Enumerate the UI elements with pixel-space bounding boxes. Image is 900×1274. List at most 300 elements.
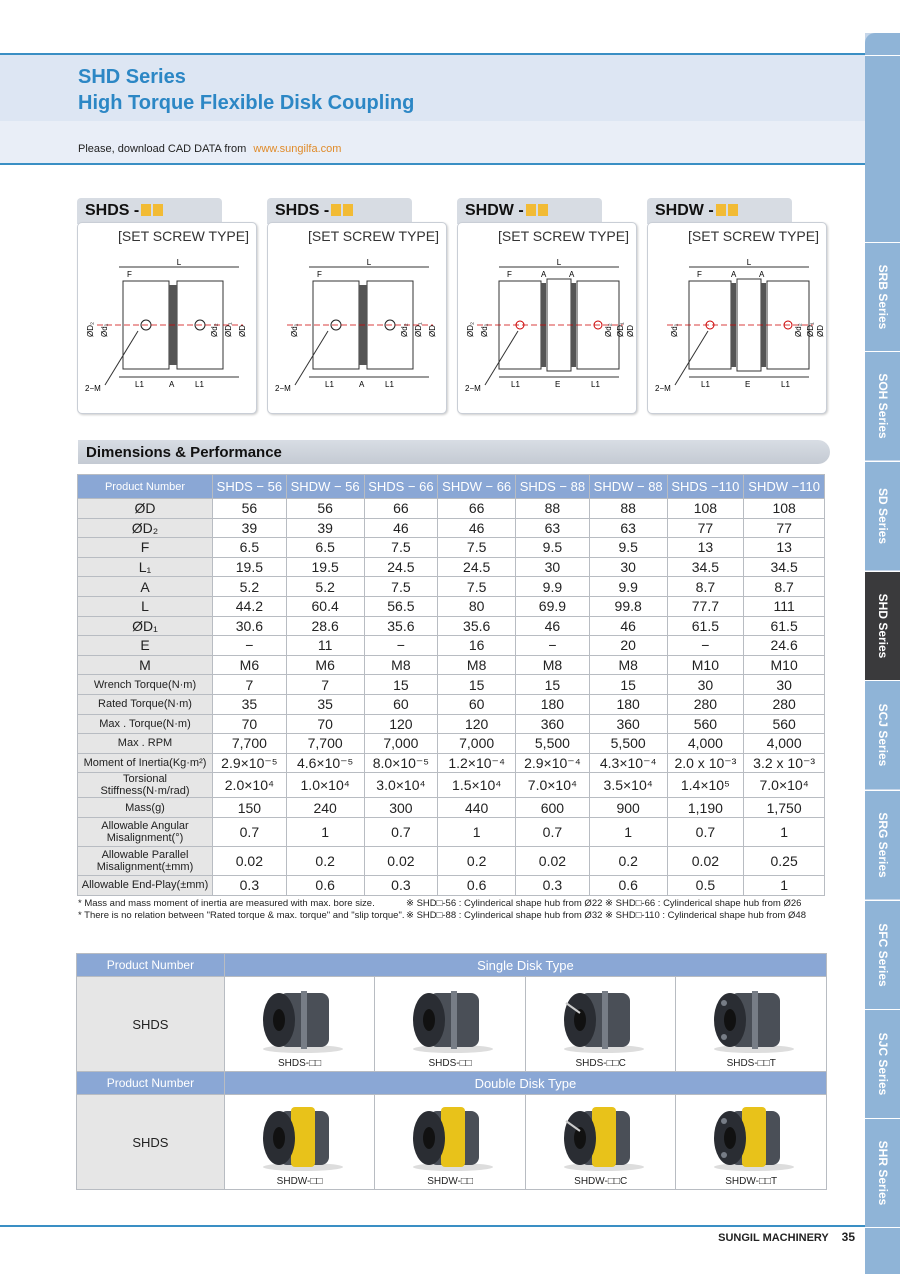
spec-row bbox=[78, 753, 825, 773]
spec-cell: − bbox=[364, 636, 438, 656]
spec-cell: 30 bbox=[667, 675, 744, 695]
spec-cell: 560 bbox=[667, 714, 744, 734]
spec-cell: 77 bbox=[667, 518, 744, 538]
label-D: ØD bbox=[238, 325, 247, 337]
spec-row-label: Max . RPM bbox=[78, 734, 213, 754]
card-tag bbox=[457, 198, 602, 224]
performance-heading bbox=[78, 440, 830, 464]
label-L1: L1 bbox=[701, 380, 710, 389]
spec-cell: 88 bbox=[589, 499, 667, 519]
label-d1: Ød₁ bbox=[670, 323, 679, 337]
label-L1: L1 bbox=[385, 380, 394, 389]
performance-title: Dimensions & Performance bbox=[86, 444, 282, 461]
drawing-card bbox=[77, 198, 257, 413]
disk-band bbox=[752, 991, 758, 1049]
bolt bbox=[721, 1152, 727, 1158]
product-code: SHDS-□□C bbox=[575, 1058, 626, 1069]
spec-cell: 39 bbox=[286, 518, 364, 538]
spec-cell: 1 bbox=[744, 817, 825, 846]
spec-cell: 61.5 bbox=[667, 616, 744, 636]
card-type: [SET SCREW TYPE] bbox=[498, 228, 629, 244]
spec-cell: 180 bbox=[516, 694, 590, 714]
label-L1: L1 bbox=[781, 380, 790, 389]
spec-cell: 20 bbox=[589, 636, 667, 656]
spec-cell: 60 bbox=[438, 694, 516, 714]
product-title: High Torque Flexible Disk Coupling bbox=[78, 92, 415, 114]
spec-row-label: ØD₂ bbox=[78, 518, 213, 538]
spec-row bbox=[78, 596, 825, 616]
spec-cell: 600 bbox=[516, 798, 590, 818]
hub-bore bbox=[724, 1009, 736, 1031]
label-D2: ØD₂ bbox=[466, 321, 475, 337]
card-model-text: SHDW - bbox=[655, 202, 714, 219]
spec-cell: 0.3 bbox=[213, 875, 287, 895]
spec-cell: 150 bbox=[213, 798, 287, 818]
label-M: 2−M bbox=[85, 384, 101, 393]
cad-download-note bbox=[78, 143, 341, 155]
coupling-photo bbox=[395, 983, 505, 1055]
label-M: 2−M bbox=[275, 384, 291, 393]
spec-cell: 7,700 bbox=[213, 734, 287, 754]
product-code: SHDW-□□T bbox=[725, 1176, 778, 1187]
spec-cell: − bbox=[667, 636, 744, 656]
spec-row-label: Allowable Parallel Misalignment(±mm) bbox=[78, 846, 213, 875]
double-code: SHDS bbox=[77, 1095, 225, 1190]
spec-row-label: L₁ bbox=[78, 557, 213, 577]
card-model bbox=[465, 202, 548, 220]
spec-cell: 77 bbox=[744, 518, 825, 538]
spec-cell: 46 bbox=[516, 616, 590, 636]
spec-cell: − bbox=[213, 636, 287, 656]
spec-cell: 11 bbox=[286, 636, 364, 656]
spec-row-label: Allowable Angular Misalignment(°) bbox=[78, 817, 213, 846]
double-disk-product bbox=[525, 1095, 676, 1190]
spec-cell: 7,700 bbox=[286, 734, 364, 754]
spec-cell: 8.0×10⁻⁵ bbox=[364, 753, 438, 773]
spec-cell: 5.2 bbox=[286, 577, 364, 597]
product-code: SHDW-□□C bbox=[574, 1176, 628, 1187]
disk-band bbox=[301, 991, 307, 1049]
label-M: 2−M bbox=[465, 384, 481, 393]
cad-text: Please, download CAD DATA from bbox=[78, 143, 247, 155]
label-A: A bbox=[569, 270, 575, 279]
spec-cell: 240 bbox=[286, 798, 364, 818]
size-placeholder-box bbox=[141, 204, 151, 216]
spec-cell: 280 bbox=[744, 694, 825, 714]
spec-header-model: SHDW −110 bbox=[744, 475, 825, 499]
card-model-text: SHDW - bbox=[465, 202, 524, 219]
coupling-photo bbox=[696, 1101, 806, 1173]
label-D1: ØD₁ bbox=[224, 322, 233, 337]
spec-cell: 35.6 bbox=[438, 616, 516, 636]
label-d2: Ød₂ bbox=[210, 323, 219, 337]
coupling-photo bbox=[245, 983, 355, 1055]
spec-cell: 60 bbox=[364, 694, 438, 714]
spec-row-label: F bbox=[78, 538, 213, 558]
sidebar-tab-sjc-series[interactable] bbox=[865, 1009, 900, 1118]
spec-cell: 61.5 bbox=[744, 616, 825, 636]
card-tag bbox=[77, 198, 222, 224]
spec-cell: 0.7 bbox=[667, 817, 744, 846]
spec-header-model: SHDW − 88 bbox=[589, 475, 667, 499]
spec-cell: 19.5 bbox=[286, 557, 364, 577]
label-L1: L1 bbox=[325, 380, 334, 389]
sidebar-tab-shr-series[interactable] bbox=[865, 1118, 900, 1227]
note-line: * Mass and mass moment of inertia are measured with max. bore size. bbox=[78, 898, 375, 909]
product-code: SHDS-□□T bbox=[726, 1058, 776, 1069]
spec-cell: 2.0 x 10⁻³ bbox=[667, 753, 744, 773]
double-disk-title: Double Disk Type bbox=[224, 1072, 826, 1095]
spec-cell: 1 bbox=[438, 817, 516, 846]
size-placeholder-box bbox=[716, 204, 726, 216]
sidebar-tab-srb-series[interactable] bbox=[865, 242, 900, 351]
spec-row bbox=[78, 616, 825, 636]
spec-cell: 1.2×10⁻⁴ bbox=[438, 753, 516, 773]
product-image-table bbox=[76, 953, 827, 1190]
spec-cell: 6.5 bbox=[286, 538, 364, 558]
disk-band bbox=[602, 991, 608, 1049]
coupling-photo bbox=[696, 983, 806, 1055]
notes-left bbox=[78, 898, 404, 922]
spec-cell: 70 bbox=[213, 714, 287, 734]
spec-cell: 0.02 bbox=[364, 846, 438, 875]
footer-rule bbox=[0, 1225, 865, 1227]
spec-cell: 8.7 bbox=[667, 577, 744, 597]
card-type: [SET SCREW TYPE] bbox=[308, 228, 439, 244]
sidebar-tab-label: SOH Series bbox=[875, 373, 890, 439]
spec-table bbox=[77, 474, 825, 896]
size-placeholder-box bbox=[728, 204, 738, 216]
bolt bbox=[721, 1034, 727, 1040]
spec-cell: 44.2 bbox=[213, 596, 287, 616]
spec-cell: 111 bbox=[744, 596, 825, 616]
spec-header-model: SHDW − 56 bbox=[286, 475, 364, 499]
spec-cell: 6.5 bbox=[213, 538, 287, 558]
spec-cell: 0.3 bbox=[516, 875, 590, 895]
spec-cell: 7.5 bbox=[364, 577, 438, 597]
spec-cell: 35 bbox=[286, 694, 364, 714]
drawing-card bbox=[267, 198, 447, 413]
spec-cell: 7.5 bbox=[438, 577, 516, 597]
bolt bbox=[721, 1118, 727, 1124]
spec-cell: 560 bbox=[744, 714, 825, 734]
label-L1: L1 bbox=[591, 380, 600, 389]
spec-header-model: SHDS −110 bbox=[667, 475, 744, 499]
sidebar-tab-label: SCJ Series bbox=[875, 703, 890, 767]
spec-cell: 7,000 bbox=[438, 734, 516, 754]
label-d2: Ød₂ bbox=[794, 323, 803, 337]
label-D: ØD bbox=[428, 325, 437, 337]
label-L1: L1 bbox=[195, 380, 204, 389]
spec-cell: 2.9×10⁻⁴ bbox=[516, 753, 590, 773]
label-d1: Ød₁ bbox=[290, 323, 299, 337]
spec-cell: 24.5 bbox=[438, 557, 516, 577]
spec-cell: M6 bbox=[286, 655, 364, 675]
sidebar-tab-scj-series[interactable] bbox=[865, 680, 900, 789]
spec-cell: 0.6 bbox=[438, 875, 516, 895]
spec-cell: 13 bbox=[744, 538, 825, 558]
single-header-label: Product Number bbox=[77, 954, 225, 977]
spec-row bbox=[78, 694, 825, 714]
spec-row bbox=[78, 875, 825, 895]
spec-cell: 9.9 bbox=[589, 577, 667, 597]
company-name: SUNGIL MACHINERY bbox=[718, 1232, 829, 1244]
spec-row-label: Rated Torque(N·m) bbox=[78, 694, 213, 714]
spec-cell: 120 bbox=[438, 714, 516, 734]
label-L: L bbox=[366, 258, 372, 267]
label-A: A bbox=[541, 270, 547, 279]
hub-bore bbox=[423, 1009, 435, 1031]
double-disk-product bbox=[375, 1095, 526, 1190]
spec-cell: 1 bbox=[589, 817, 667, 846]
sidebar-tab-soh-series[interactable] bbox=[865, 351, 900, 460]
spec-cell: 88 bbox=[516, 499, 590, 519]
spec-cell: 99.8 bbox=[589, 596, 667, 616]
spec-cell: 63 bbox=[516, 518, 590, 538]
label-d1: Ød₁ bbox=[100, 323, 109, 337]
double-disk-product bbox=[676, 1095, 827, 1190]
spec-cell: 4,000 bbox=[744, 734, 825, 754]
spec-cell: 39 bbox=[213, 518, 287, 538]
card-model-text: SHDS - bbox=[275, 202, 330, 219]
size-placeholder-box bbox=[343, 204, 353, 216]
spec-cell: 440 bbox=[438, 798, 516, 818]
spec-cell: 0.3 bbox=[364, 875, 438, 895]
spec-cell: 300 bbox=[364, 798, 438, 818]
spec-cell: 30.6 bbox=[213, 616, 287, 636]
spec-cell: 77.7 bbox=[667, 596, 744, 616]
spec-cell: 0.2 bbox=[286, 846, 364, 875]
spec-cell: 1.4×10⁵ bbox=[667, 773, 744, 798]
spec-header-model: SHDS − 66 bbox=[364, 475, 438, 499]
spec-row bbox=[78, 846, 825, 875]
spec-header-model: SHDW − 66 bbox=[438, 475, 516, 499]
label-F: F bbox=[127, 270, 132, 279]
label-L: L bbox=[176, 258, 182, 267]
label-F: F bbox=[697, 270, 702, 279]
spec-cell: 7.0×10⁴ bbox=[744, 773, 825, 798]
spec-cell: 900 bbox=[589, 798, 667, 818]
card-type: [SET SCREW TYPE] bbox=[688, 228, 819, 244]
label-d2: Ød₂ bbox=[604, 323, 613, 337]
spec-cell: M8 bbox=[364, 655, 438, 675]
size-placeholder-box bbox=[331, 204, 341, 216]
spec-row bbox=[78, 773, 825, 798]
spec-row bbox=[78, 714, 825, 734]
spec-cell: 35.6 bbox=[364, 616, 438, 636]
page-number: 35 bbox=[841, 1230, 855, 1244]
hub-bore bbox=[273, 1127, 285, 1149]
product-code: SHDW-□□ bbox=[276, 1176, 323, 1187]
note-line: * There is no relation between "Rated torque & max. torque" and "slip torque". bbox=[78, 910, 405, 921]
spec-cell: 46 bbox=[364, 518, 438, 538]
sidebar-tab-shd-series[interactable] bbox=[865, 571, 900, 680]
spec-cell: 0.7 bbox=[213, 817, 287, 846]
spec-cell: 0.2 bbox=[589, 846, 667, 875]
spec-cell: 108 bbox=[667, 499, 744, 519]
sidebar-tab-label: SJC Series bbox=[875, 1032, 890, 1096]
spec-cell: 9.9 bbox=[516, 577, 590, 597]
spec-row-label: Allowable End-Play(±mm) bbox=[78, 875, 213, 895]
spec-cell: 66 bbox=[438, 499, 516, 519]
sidebar-tab-label: SD Series bbox=[875, 487, 890, 545]
sidebar-tab-sfc-series[interactable] bbox=[865, 900, 900, 1009]
spec-cell: 7.5 bbox=[438, 538, 516, 558]
label-A: A bbox=[169, 380, 175, 389]
spec-cell: 1.5×10⁴ bbox=[438, 773, 516, 798]
spec-cell: 16 bbox=[438, 636, 516, 656]
label-F: F bbox=[317, 270, 322, 279]
product-code: SHDS-□□ bbox=[277, 1058, 322, 1069]
spec-row bbox=[78, 538, 825, 558]
label-D1: ØD₁ bbox=[414, 322, 423, 337]
spec-row bbox=[78, 557, 825, 577]
spec-cell: 4,000 bbox=[667, 734, 744, 754]
double-header-label: Product Number bbox=[77, 1072, 225, 1095]
label-A: A bbox=[731, 270, 737, 279]
label-L1: L1 bbox=[135, 380, 144, 389]
spec-cell: 5.2 bbox=[213, 577, 287, 597]
label-d2: Ød₂ bbox=[400, 323, 409, 337]
spec-cell: 9.5 bbox=[516, 538, 590, 558]
cad-link[interactable]: www.sungilfa.com bbox=[253, 143, 342, 155]
card-tag bbox=[267, 198, 412, 224]
spec-cell: 70 bbox=[286, 714, 364, 734]
spec-cell: 3.0×10⁴ bbox=[364, 773, 438, 798]
spec-cell: 1,750 bbox=[744, 798, 825, 818]
single-code: SHDS bbox=[77, 977, 225, 1072]
footer bbox=[718, 1230, 855, 1244]
spec-cell: 34.5 bbox=[667, 557, 744, 577]
sidebar-tab-sd-series[interactable] bbox=[865, 461, 900, 570]
spec-row bbox=[78, 636, 825, 656]
hub-bore bbox=[724, 1127, 736, 1149]
label-d1: Ød₁ bbox=[480, 323, 489, 337]
coupling-drawing bbox=[463, 253, 635, 393]
spec-cell: 80 bbox=[438, 596, 516, 616]
spec-cell: 19.5 bbox=[213, 557, 287, 577]
spec-cell: 0.6 bbox=[286, 875, 364, 895]
spec-cell: 360 bbox=[516, 714, 590, 734]
spec-cell: 3.2 x 10⁻³ bbox=[744, 753, 825, 773]
sidebar-tab-blank bbox=[865, 55, 900, 243]
coupling-drawing bbox=[273, 253, 439, 393]
spec-cell: 1.0×10⁴ bbox=[286, 773, 364, 798]
spec-row bbox=[78, 499, 825, 519]
spec-cell: 1 bbox=[286, 817, 364, 846]
spec-cell: 7 bbox=[286, 675, 364, 695]
spec-cell: 28.6 bbox=[286, 616, 364, 636]
spec-row bbox=[78, 734, 825, 754]
spec-cell: 56.5 bbox=[364, 596, 438, 616]
card-model bbox=[655, 202, 738, 220]
spec-cell: 34.5 bbox=[744, 557, 825, 577]
label-A: A bbox=[359, 380, 365, 389]
single-disk-product bbox=[525, 977, 676, 1072]
note-line: ※ SHD□-56 : Cylinderical shape hub from Ø22 ※ SHD□-66 : Cylinderical shape hub from Ø26 bbox=[406, 898, 802, 909]
product-code: SHDW-□□ bbox=[427, 1176, 473, 1187]
spec-cell: 5,500 bbox=[516, 734, 590, 754]
spec-cell: 46 bbox=[438, 518, 516, 538]
spec-cell: 360 bbox=[589, 714, 667, 734]
spec-cell: 35 bbox=[213, 694, 287, 714]
spec-cell: 0.2 bbox=[438, 846, 516, 875]
spec-cell: 0.02 bbox=[213, 846, 287, 875]
spec-cell: 15 bbox=[589, 675, 667, 695]
card-tag bbox=[647, 198, 792, 224]
spec-cell: M10 bbox=[744, 655, 825, 675]
spec-row-label: Torsional Stiffness(N·m/rad) bbox=[78, 773, 213, 798]
hub-bore bbox=[423, 1127, 435, 1149]
card-model bbox=[85, 202, 163, 220]
spec-header-model: SHDS − 56 bbox=[213, 475, 287, 499]
label-D1: ØD₁ bbox=[806, 322, 815, 337]
spec-cell: 60.4 bbox=[286, 596, 364, 616]
spec-cell: 63 bbox=[589, 518, 667, 538]
spec-cell: 30 bbox=[589, 557, 667, 577]
spec-cell: 7.5 bbox=[364, 538, 438, 558]
spec-cell: 180 bbox=[589, 694, 667, 714]
product-code: SHDS-□□ bbox=[428, 1058, 472, 1069]
sidebar-tab-label: SRG Series bbox=[875, 812, 890, 878]
single-disk-title: Single Disk Type bbox=[224, 954, 826, 977]
spec-cell: 15 bbox=[438, 675, 516, 695]
spec-cell: 9.5 bbox=[589, 538, 667, 558]
sidebar-tab-label: SRB Series bbox=[875, 264, 890, 330]
spec-cell: 0.02 bbox=[667, 846, 744, 875]
spec-cell: 69.9 bbox=[516, 596, 590, 616]
spec-cell: 4.6×10⁻⁵ bbox=[286, 753, 364, 773]
spec-cell: 30 bbox=[744, 675, 825, 695]
spec-header-model: SHDS − 88 bbox=[516, 475, 590, 499]
spec-cell: 46 bbox=[589, 616, 667, 636]
spec-cell: 66 bbox=[364, 499, 438, 519]
label-D2: ØD₂ bbox=[86, 321, 95, 337]
sidebar-tab-srg-series[interactable] bbox=[865, 790, 900, 899]
spec-cell: M6 bbox=[213, 655, 287, 675]
spec-row-label: M bbox=[78, 655, 213, 675]
single-disk-product bbox=[375, 977, 526, 1072]
sidebar-tab-label: SFC Series bbox=[875, 923, 890, 987]
spec-cell: 0.7 bbox=[364, 817, 438, 846]
single-disk-product bbox=[676, 977, 827, 1072]
spec-cell: M8 bbox=[438, 655, 516, 675]
spec-header-row bbox=[78, 475, 825, 499]
spec-cell: 120 bbox=[364, 714, 438, 734]
spec-row bbox=[78, 655, 825, 675]
disk-band bbox=[451, 991, 457, 1049]
sidebar-tab-label: SHR Series bbox=[875, 1140, 890, 1206]
spec-cell: 7.0×10⁴ bbox=[516, 773, 590, 798]
spec-cell: 15 bbox=[516, 675, 590, 695]
bolt bbox=[721, 1000, 727, 1006]
card-model-text: SHDS - bbox=[85, 202, 140, 219]
sidebar-tab-label: SHD Series bbox=[875, 593, 890, 659]
spec-cell: 0.7 bbox=[516, 817, 590, 846]
spec-cell: M10 bbox=[667, 655, 744, 675]
label-E: E bbox=[745, 380, 751, 389]
spec-cell: 280 bbox=[667, 694, 744, 714]
spec-row-label: E bbox=[78, 636, 213, 656]
label-E: E bbox=[555, 380, 561, 389]
coupling-photo bbox=[546, 983, 656, 1055]
spec-row bbox=[78, 518, 825, 538]
spec-row-label: Wrench Torque(N·m) bbox=[78, 675, 213, 695]
spec-cell: 56 bbox=[213, 499, 287, 519]
label-M: 2−M bbox=[655, 384, 671, 393]
card-type: [SET SCREW TYPE] bbox=[118, 228, 249, 244]
spec-cell: 1,190 bbox=[667, 798, 744, 818]
